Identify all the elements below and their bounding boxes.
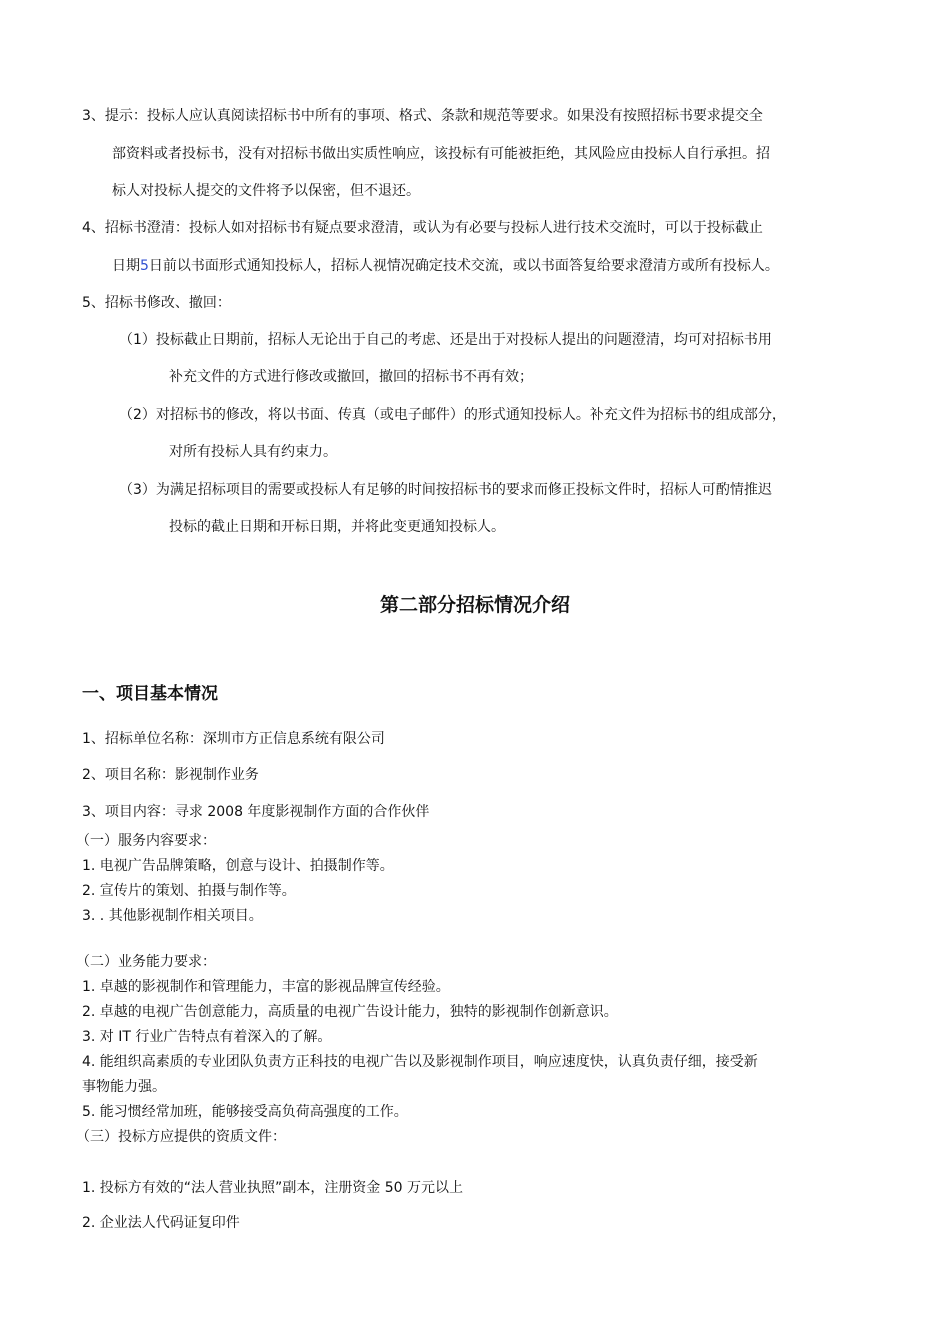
capability-item-1: 1. 卓越的影视制作和管理能力，丰富的影视品牌宣传经验。 <box>82 979 450 995</box>
modify-item-2-line-2: 对所有投标人具有约束力。 <box>169 444 337 460</box>
services-heading: （一）服务内容要求： <box>76 833 216 849</box>
modify-item-2-line-1: （2）对招标书的修改，将以书面、传真（或电子邮件）的形式通知投标人。补充文件为招标书的组成部分， <box>119 407 786 423</box>
modify-item-3-line-1: （3）为满足招标项目的需要或投标人有足够的时间按招标书的要求而修正投标文件时，招标人可酌情推迟 <box>119 482 772 498</box>
clarify-line-1: 4、招标书澄清：投标人如对招标书有疑点要求澄清，或认为有必要与投标人进行技术交流时，可以于投标截止 <box>82 220 763 236</box>
modify-item-1-line-1: （1）投标截止日期前，招标人无论出于自己的考虑、还是出于对投标人提出的问题澄清，均可对招标书用 <box>119 332 772 348</box>
documents-heading: （三）投标方应提供的资质文件： <box>76 1129 286 1145</box>
services-item-1: 1. 电视广告品牌策略，创意与设计、拍摄制作等。 <box>82 858 394 874</box>
notice-line-2: 部资料或者投标书，没有对招标书做出实质性响应，该投标有可能被拒绝，其风险应由投标人自行承担。招 <box>112 146 770 162</box>
section1-title: 一、项目基本情况 <box>82 684 218 704</box>
section1-item-2: 2、项目名称：影视制作业务 <box>82 767 259 783</box>
services-item-3: 3. . 其他影视制作相关项目。 <box>82 908 263 924</box>
documents-item-2: 2. 企业法人代码证复印件 <box>82 1215 240 1231</box>
notice-line-3: 标人对投标人提交的文件将予以保密，但不退还。 <box>112 183 420 199</box>
section1-item-3: 3、项目内容：寻求 2008 年度影视制作方面的合作伙伴 <box>82 804 430 820</box>
capability-item-4-line-2: 事物能力强。 <box>82 1079 166 1095</box>
modify-heading: 5、招标书修改、撤回： <box>82 295 231 311</box>
capability-item-5: 5. 能习惯经常加班，能够接受高负荷高强度的工作。 <box>82 1104 408 1120</box>
modify-item-1-line-2: 补充文件的方式进行修改或撤回，撤回的招标书不再有效； <box>169 369 533 385</box>
clarify-date-prefix: 日期 <box>112 258 140 274</box>
modify-item-3-line-2: 投标的截止日期和开标日期，并将此变更通知投标人。 <box>169 519 505 535</box>
section1-item-1: 1、招标单位名称：深圳市方正信息系统有限公司 <box>82 731 385 747</box>
capability-item-4-line-1: 4. 能组织高素质的专业团队负责方正科技的电视广告以及影视制作项目，响应速度快，认真负责仔细，接受新 <box>82 1054 758 1070</box>
clarify-line-2 <box>112 256 779 276</box>
notice-line-1: 3、提示：投标人应认真阅读招标书中所有的事项、格式、条款和规范等要求。如果没有按照招标书要求提交全 <box>82 108 763 124</box>
capability-item-3: 3. 对 IT 行业广告特点有着深入的了解。 <box>82 1029 332 1045</box>
clarify-days-number: 5 <box>140 258 149 274</box>
documents-item-1: 1. 投标方有效的“法人营业执照”副本，注册资金 50 万元以上 <box>82 1180 464 1196</box>
part2-title: 第二部分招标情况介绍 <box>379 594 570 616</box>
capability-item-2: 2. 卓越的电视广告创意能力，高质量的电视广告设计能力，独特的影视制作创新意识。 <box>82 1004 618 1020</box>
services-item-2: 2. 宣传片的策划、拍摄与制作等。 <box>82 883 296 899</box>
capability-heading: （二）业务能力要求： <box>76 954 216 970</box>
clarify-date-suffix: 日前以书面形式通知投标人，招标人视情况确定技术交流，或以书面答复给要求澄清方或所有投标人。 <box>148 258 779 274</box>
